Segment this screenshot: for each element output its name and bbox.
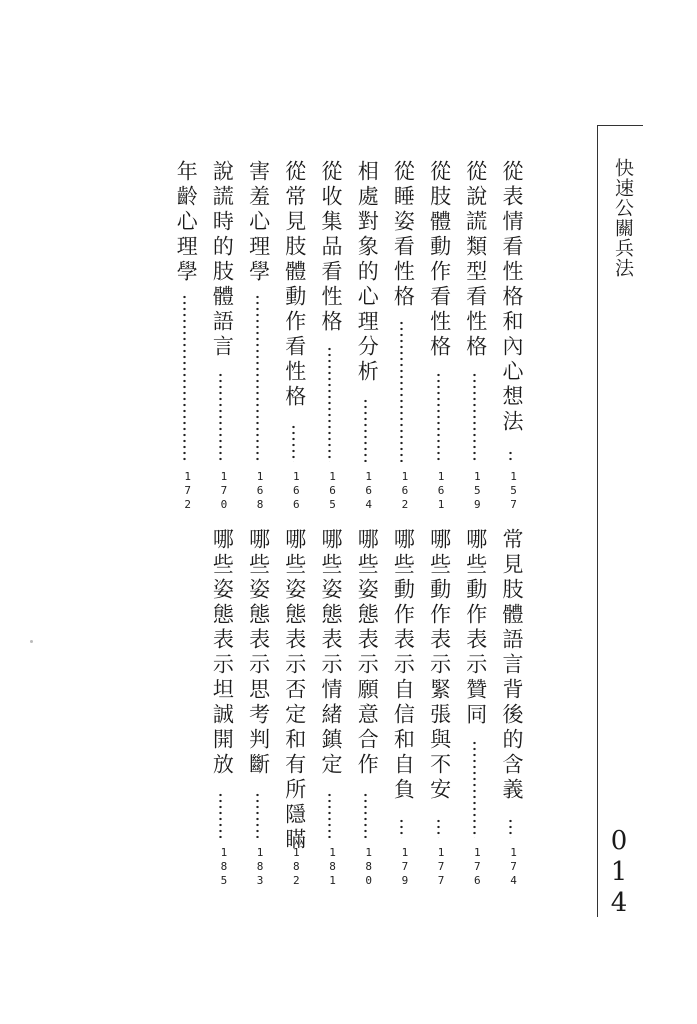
- toc-entry[interactable]: [354, 528, 380, 886]
- dot-leader: [256, 294, 259, 462]
- dot-leader: [400, 320, 403, 462]
- toc-entry[interactable]: [209, 160, 235, 510]
- dot-leader: [437, 818, 440, 838]
- toc-entry-page: 161: [434, 470, 448, 512]
- toc-entry-title: 相處對象的心理分析: [355, 160, 380, 385]
- header-divider: [597, 125, 598, 917]
- toc-entry-page: 170: [217, 470, 231, 512]
- dot-leader: [219, 792, 222, 838]
- dot-leader: [292, 424, 295, 462]
- dot-leader: [509, 818, 512, 838]
- dot-leader: [256, 792, 259, 838]
- toc-entry-title: 哪些姿態表示坦誠開放: [210, 528, 235, 778]
- toc-entry-page: 165: [326, 470, 339, 512]
- toc-entry-title: 哪些姿態表示願意合作: [355, 528, 380, 778]
- toc-entry-title: 年齡心理學: [174, 160, 199, 285]
- toc-entry[interactable]: [318, 528, 344, 886]
- dot-leader: [328, 792, 331, 838]
- dot-leader: [364, 792, 367, 838]
- toc-entry[interactable]: [499, 528, 525, 886]
- toc-entry[interactable]: [209, 528, 235, 886]
- toc-entry-title: 哪些動作表示贊同: [463, 528, 488, 728]
- toc-entry[interactable]: [354, 160, 380, 510]
- running-header-title: 快速公關兵法: [612, 158, 634, 278]
- toc-entry-page: 166: [289, 470, 303, 512]
- dot-leader: [473, 740, 476, 838]
- toc-entry-title: 哪些姿態表示否定和有所隱瞞: [282, 528, 307, 853]
- toc-entry-title: 從表情看性格和內心想法: [500, 160, 524, 435]
- toc-entry[interactable]: [390, 160, 416, 510]
- toc-entry-page: 185: [217, 846, 231, 888]
- dot-leader: [473, 372, 476, 462]
- toc-entry[interactable]: [246, 528, 272, 886]
- toc-entry-page: 180: [362, 846, 376, 888]
- toc-entry-page: 162: [398, 470, 412, 512]
- toc-entry-page: 177: [434, 846, 448, 888]
- dot-leader: [219, 372, 222, 462]
- toc-entry-title: 從收集品看性格: [319, 160, 343, 335]
- toc-entry-page: 181: [326, 846, 339, 888]
- toc-entry-page: 159: [470, 470, 484, 512]
- toc-entry[interactable]: [282, 528, 308, 886]
- toc-entry-title: 哪些動作表示自信和自負: [391, 528, 416, 803]
- toc-entry-page: 168: [253, 470, 267, 512]
- toc-entry[interactable]: [282, 160, 308, 510]
- toc-entry[interactable]: [427, 160, 453, 510]
- toc-entry-title: 從常見肢體動作看性格: [282, 160, 307, 410]
- toc-entry-title: 哪些姿態表示思考判斷: [246, 528, 271, 778]
- toc-entry[interactable]: [463, 160, 489, 510]
- toc-entry-page: 174: [507, 846, 520, 888]
- toc-entry-title: 從說謊類型看性格: [463, 160, 488, 360]
- toc-entry-page: 183: [253, 846, 267, 888]
- toc-entry-page: 157: [507, 470, 520, 512]
- dot-leader: [437, 372, 440, 462]
- dot-leader: [509, 450, 512, 462]
- toc-entry-title: 哪些動作表示緊張與不安: [427, 528, 452, 803]
- toc-entry-title: 哪些姿態表示情緒鎮定: [319, 528, 343, 778]
- toc-entry-page: 179: [398, 846, 412, 888]
- dot-leader: [328, 346, 331, 462]
- toc-entry-title: 說謊時的肢體語言: [210, 160, 235, 360]
- toc-entry-title: 從睡姿看性格: [391, 160, 416, 310]
- toc-entry-page: 182: [289, 846, 303, 888]
- toc-entry-title: 害羞心理學: [246, 160, 271, 285]
- toc-entry-page: 176: [470, 846, 484, 888]
- dot-leader: [183, 294, 186, 462]
- dot-leader: [364, 398, 367, 462]
- toc-entry[interactable]: [499, 160, 525, 510]
- toc-entry[interactable]: [427, 528, 453, 886]
- toc-entry-title: 從肢體動作看性格: [427, 160, 452, 360]
- page-number: 014: [604, 826, 634, 919]
- toc-entry[interactable]: [318, 160, 344, 510]
- toc-entry[interactable]: [173, 160, 199, 510]
- toc-entry-page: 164: [362, 470, 376, 512]
- toc-entry[interactable]: [463, 528, 489, 886]
- dot-leader: [400, 818, 403, 838]
- toc-entry-page: 172: [181, 470, 195, 512]
- toc-entry-title: 常見肢體語言背後的含義: [500, 528, 524, 803]
- toc-entry[interactable]: [390, 528, 416, 886]
- toc-entry[interactable]: [246, 160, 272, 510]
- paper-speck: [30, 640, 33, 643]
- header-rule: [597, 125, 643, 126]
